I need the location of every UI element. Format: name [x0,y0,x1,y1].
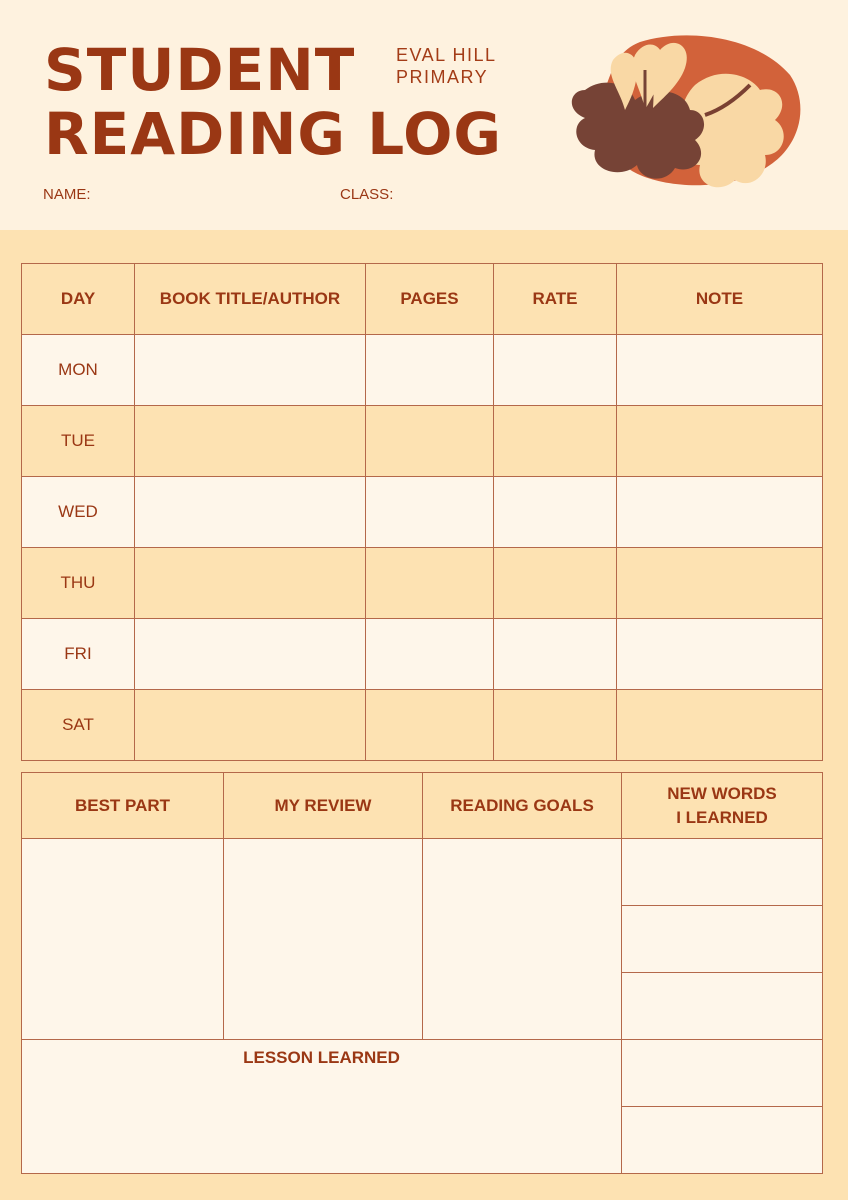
day-cell: MON [22,335,135,406]
header-my-review: MY REVIEW [224,773,423,839]
rate-cell[interactable] [494,619,617,690]
day-cell: WED [22,477,135,548]
pages-cell[interactable] [366,690,494,761]
table-row [22,619,823,690]
header-day: DAY [22,264,135,335]
pages-cell[interactable] [366,335,494,406]
pages-cell[interactable] [366,619,494,690]
lesson-learned-label: LESSON LEARNED [243,1048,400,1067]
book-cell[interactable] [135,690,366,761]
reading-goals-cell[interactable] [423,839,622,1040]
day-cell: FRI [22,619,135,690]
table-row [22,690,823,761]
header-pages: PAGES [366,264,494,335]
book-cell[interactable] [135,477,366,548]
my-review-cell[interactable] [224,839,423,1040]
leaf-decoration-icon [545,30,805,200]
note-cell[interactable] [617,477,823,548]
best-part-cell[interactable] [22,839,224,1040]
review-table [21,772,823,1174]
header-note: NOTE [617,264,823,335]
note-cell[interactable] [617,406,823,477]
header-book-title: BOOK TITLE/AUTHOR [135,264,366,335]
book-cell[interactable] [135,335,366,406]
review-header-row [22,773,823,839]
school-line-2: PRIMARY [396,67,489,87]
name-label: NAME: [43,186,91,203]
new-word-cell[interactable] [622,973,823,1040]
header-best-part: BEST PART [22,773,224,839]
rate-cell[interactable] [494,548,617,619]
school-line-1: EVAL HILL [396,45,497,65]
log-header-row [22,264,823,335]
new-word-cell[interactable] [622,1040,823,1107]
table-row [22,406,823,477]
table-row [22,477,823,548]
book-cell[interactable] [135,548,366,619]
new-words-line-1: NEW WORDS [667,783,777,803]
class-label: CLASS: [340,186,394,203]
book-cell[interactable] [135,619,366,690]
rate-cell[interactable] [494,690,617,761]
day-cell: THU [22,548,135,619]
school-name [396,44,497,88]
day-cell: TUE [22,406,135,477]
rate-cell[interactable] [494,335,617,406]
header-rate: RATE [494,264,617,335]
table-row [22,548,823,619]
header-reading-goals: READING GOALS [423,773,622,839]
book-cell[interactable] [135,406,366,477]
new-word-cell[interactable] [622,839,823,906]
rate-cell[interactable] [494,406,617,477]
note-cell[interactable] [617,619,823,690]
header-new-words [622,773,823,839]
reading-log-table [21,263,823,761]
header-band [0,0,848,230]
new-words-line-2: I LEARNED [676,807,768,827]
title-line-2: READING LOG [44,100,503,168]
pages-cell[interactable] [366,548,494,619]
pages-cell[interactable] [366,477,494,548]
day-cell: SAT [22,690,135,761]
new-word-cell[interactable] [622,906,823,973]
note-cell[interactable] [617,335,823,406]
note-cell[interactable] [617,548,823,619]
rate-cell[interactable] [494,477,617,548]
table-row [22,335,823,406]
title-line-1: STUDENT [44,36,356,104]
pages-cell[interactable] [366,406,494,477]
new-word-cell[interactable] [622,1107,823,1174]
note-cell[interactable] [617,690,823,761]
lesson-learned-cell[interactable] [22,1040,622,1174]
